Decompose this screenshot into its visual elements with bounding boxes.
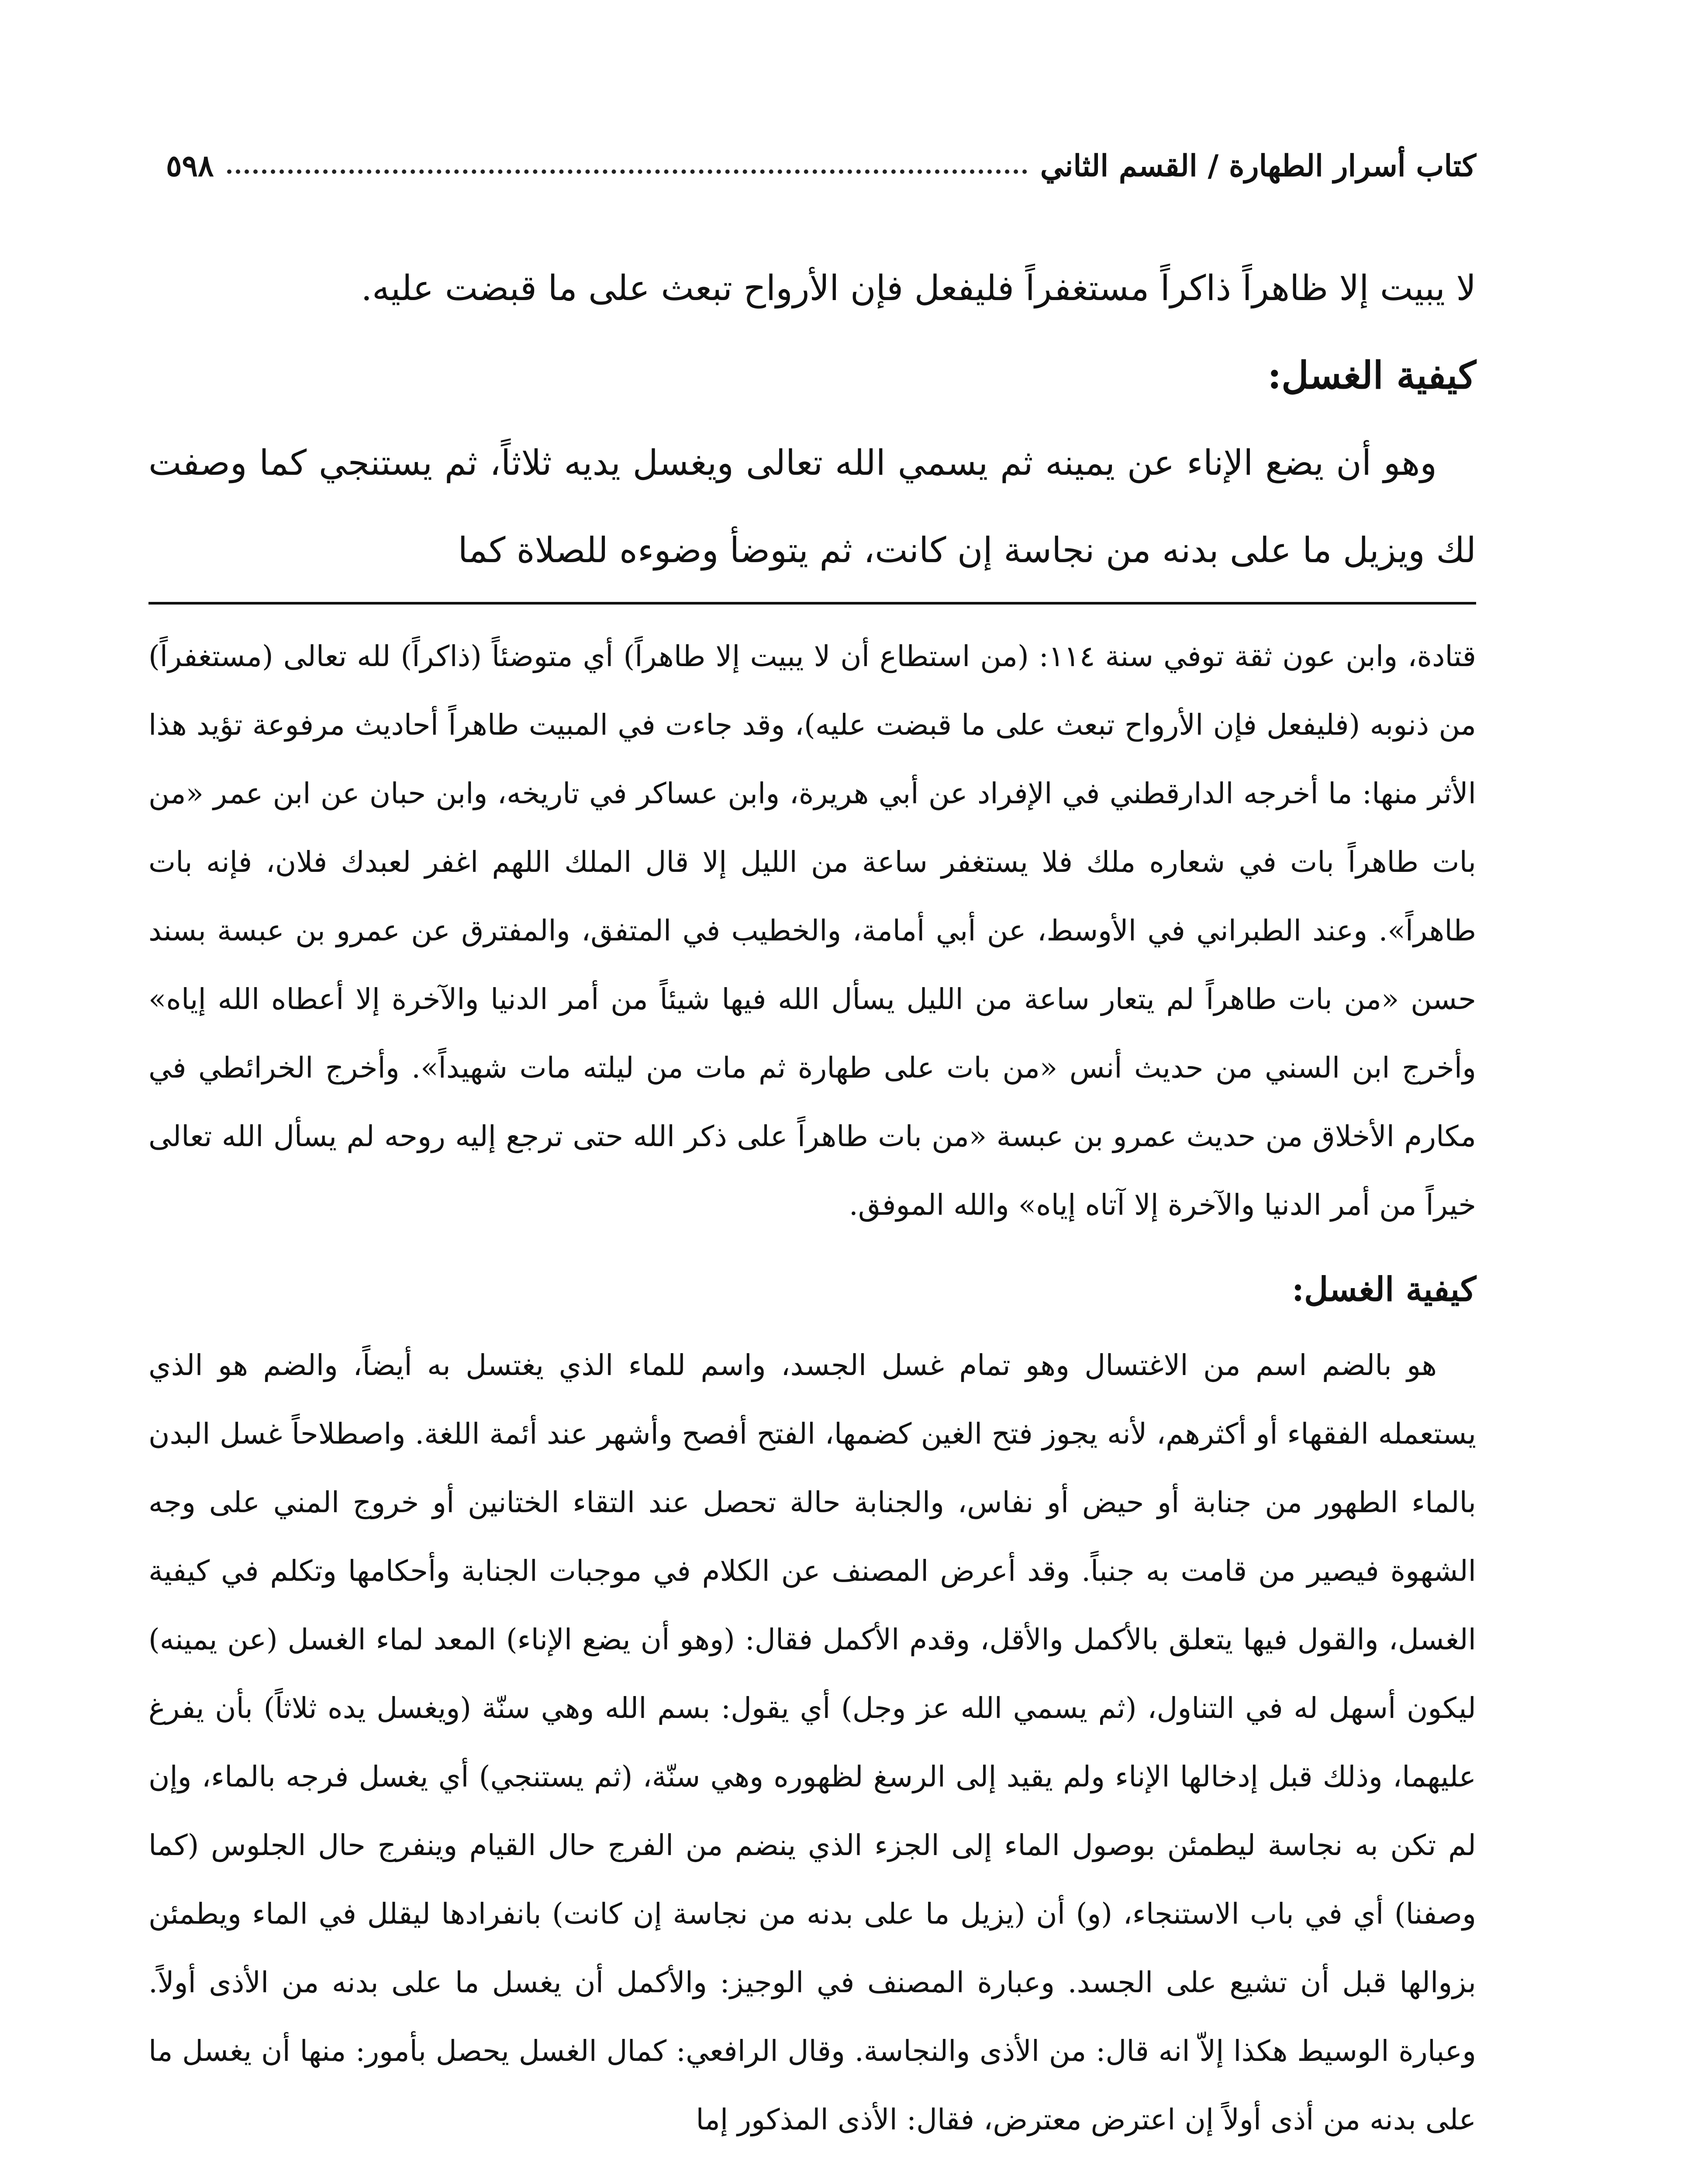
document-page — [148, 131, 1476, 2184]
commentary-heading: كيفية الغسل: — [1291, 1270, 1476, 1309]
leader-dots — [227, 169, 1027, 174]
main-text — [148, 245, 1476, 594]
running-header — [148, 131, 1476, 183]
section-heading: كيفية الغسل: — [1267, 353, 1476, 397]
page-number: ٥٩٨ — [166, 149, 214, 183]
main-paragraph-2: وهو أن يضع الإناء عن يمينه ثم يسمي الله تعالى ويغسل يديه ثلاثاً، ثم يستنجي كما وصفت لك ويزيل ما على بدنه من نجاسة إن كانت، ثم يتوضأ وضوءه للصلاة كما — [148, 442, 1476, 570]
main-paragraph-1: لا يبيت إلا ظاهراً ذاكراً مستغفراً فليفعل فإن الأرواح تبعث على ما قبضت عليه. — [361, 268, 1476, 308]
commentary-notes — [148, 622, 1476, 2154]
commentary-paragraph-1: قتادة، وابن عون ثقة توفي سنة ١١٤: (من استطاع أن لا يبيت إلا طاهراً) أي متوضئاً (ذاكراً) لله تعالى (مستغفراً) من ذنوبه (فليفعل فإن الأرواح تبعث على ما قبضت عليه)، وقد جاءت في المبيت طاهراً أحاديث مرفوعة تؤيد هذا الأثر منها: ما أخرجه الدارقطني في الإفراد عن أبي هريرة، وابن عساكر في تاريخه، وابن حبان عن ابن عمر «من بات طاهراً بات في شعاره ملك فلا يستغفر ساعة من الليل إلا قال الملك اللهم اغفر لعبدك فلان، فإنه بات طاهراً». وعند الطبراني في الأوسط، عن أبي أمامة، والخطيب في المتفق، والمفترق عن عمرو بن عبسة بسند حسن «من بات طاهراً لم يتعار ساعة من الليل يسأل الله فيها شيئاً من أمر الدنيا والآخرة إلا أعطاه الله إياه» وأخرج ابن السني من حديث أنس «من بات على طهارة ثم مات من ليلته مات شهيداً». وأخرج الخرائطي في مكارم الأخلاق من حديث عمرو بن عبسة «من بات طاهراً على ذكر الله حتى ترجع إليه روحه لم يسأل الله تعالى خيراً من أمر الدنيا والآخرة إلا آتاه إياه» والله الموفق. — [148, 639, 1476, 1222]
footnote-divider — [148, 602, 1476, 605]
running-title: كتاب أسرار الطهارة / القسم الثاني — [1040, 149, 1476, 183]
commentary-paragraph-2: هو بالضم اسم من الاغتسال وهو تمام غسل الجسد، واسم للماء الذي يغتسل به أيضاً، والضم هو الذي يستعمله الفقهاء أو أكثرهم، لأنه يجوز فتح الغين كضمها، الفتح أفصح وأشهر عند أئمة اللغة. واصطلاحاً غسل البدن بالماء الطهور من جنابة أو حيض أو نفاس، والجنابة حالة تحصل عند التقاء الختانين أو خروج المني على وجه الشهوة فيصير من قامت به جنباً. وقد أعرض المصنف عن الكلام في موجبات الجنابة وأحكامها وتكلم في كيفية الغسل، والقول فيها يتعلق بالأكمل والأقل، وقدم الأكمل فقال: (وهو أن يضع الإناء) المعد لماء الغسل (عن يمينه) ليكون أسهل له في التناول، (ثم يسمي الله عز وجل) أي يقول: بسم الله وهي سنّة (ويغسل يده ثلاثاً) بأن يفرغ عليهما، وذلك قبل إدخالها الإناء ولم يقيد إلى الرسغ لظهوره وهي سنّة، (ثم يستنجي) أي يغسل فرجه بالماء، وإن لم تكن به نجاسة ليطمئن بوصول الماء إلى الجزء الذي ينضم من الفرج حال القيام وينفرج حال الجلوس (كما وصفنا) أي في باب الاستنجاء، (و) أن (يزيل ما على بدنه من نجاسة إن كانت) بانفرادها ليقلل في الماء ويطمئن بزوالها قبل أن تشيع على الجسد. وعبارة المصنف في الوجيز: والأكمل أن يغسل ما على بدنه من الأذى أولاً. وعبارة الوسيط هكذا إلاّ انه قال: من الأذى والنجاسة. وقال الرافعي: كمال الغسل يحصل بأمور: منها أن يغسل ما على بدنه من أذى أولاً إن اعترض معترض، فقال: الأذى المذكور إما — [148, 1348, 1476, 2136]
